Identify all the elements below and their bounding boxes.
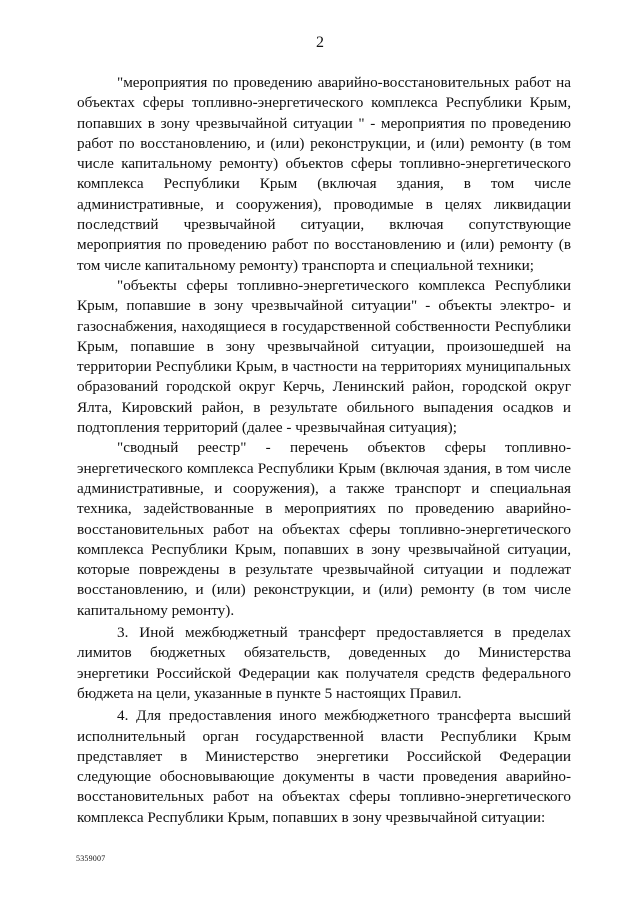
clause-3-paragraph: 3. Иной межбюджетный трансферт предоставляется в пределах лимитов бюджетных обязательств, доведенных до Министерства энергетики Российской Федерации как получателя средств федерального бюджета на цели, указанные в пункте 5 настоящих Правил. (77, 624, 571, 702)
definition-paragraph-consolidated-register: "сводный реестр" - перечень объектов сферы топливно-энергетического комплекса Республики Крым (включая здания, в том числе административные, и сооружения), а также транспорт и специальная техника, задействованные в мероприятиях по проведению аварийно-восстановительных работ на объектах сферы топливно-энергетического комплекса Республики Крым, попавших в зону чрезвычайной ситуации, которые повреждены в результате чрезвычайной ситуации и подлежат восстановлению, и (или) реконструкции, и (или) ремонту (в том числе капитальному ремонту). (77, 439, 571, 619)
definition-paragraph-affected-objects: "объекты сферы топливно-энергетического комплекса Республики Крым, попавшие в зону чрезвычайной ситуации" - объекты электро- и газоснабжения, находящиеся в государственной собственности Республики Крым, попавшие в зону чрезвычайной ситуации, произошедшей на территории Республики Крым, в частности на территориях муниципальных образований городской округ Керчь, Ленинский район, городской округ Ялта, Кировский район, в результате обильного выпадения осадков и подтопления территорий (далее - чрезвычайная ситуация); (77, 276, 571, 437)
clause-4-paragraph: 4. Для предоставления иного межбюджетного трансферта высший исполнительный орган государственной власти Республики Крым представляет в Министерство энергетики Российской Федерации следующие обосновывающие документы в части проведения аварийно-восстановительных работ на объектах сферы топливно-энергетического комплекса Республики Крым, попавших в зону чрезвычайной ситуации: (77, 707, 571, 826)
page-number: 2 (316, 34, 324, 51)
document-body (77, 73, 571, 828)
document-code: 5359007 (76, 854, 106, 863)
definition-paragraph-emergency-works: "мероприятия по проведению аварийно-восстановительных работ на объектах сферы топливно-энергетического комплекса Республики Крым, попавших в зону чрезвычайной ситуации " - мероприятия по проведению работ по восстановлению, и (или) реконструкции, и (или) ремонту (в том числе капитальному ремонту) объектов сферы топливно-энергетического комплекса Республики Крым (включая здания, в том числе административные, и сооружения), проводимые в целях ликвидации последствий чрезвычайной ситуации, включая сопутствующие мероприятия по проведению работ по восстановлению и (или) ремонту (в том числе капитальному ремонту) транспорта и специальной техники; (77, 74, 571, 274)
